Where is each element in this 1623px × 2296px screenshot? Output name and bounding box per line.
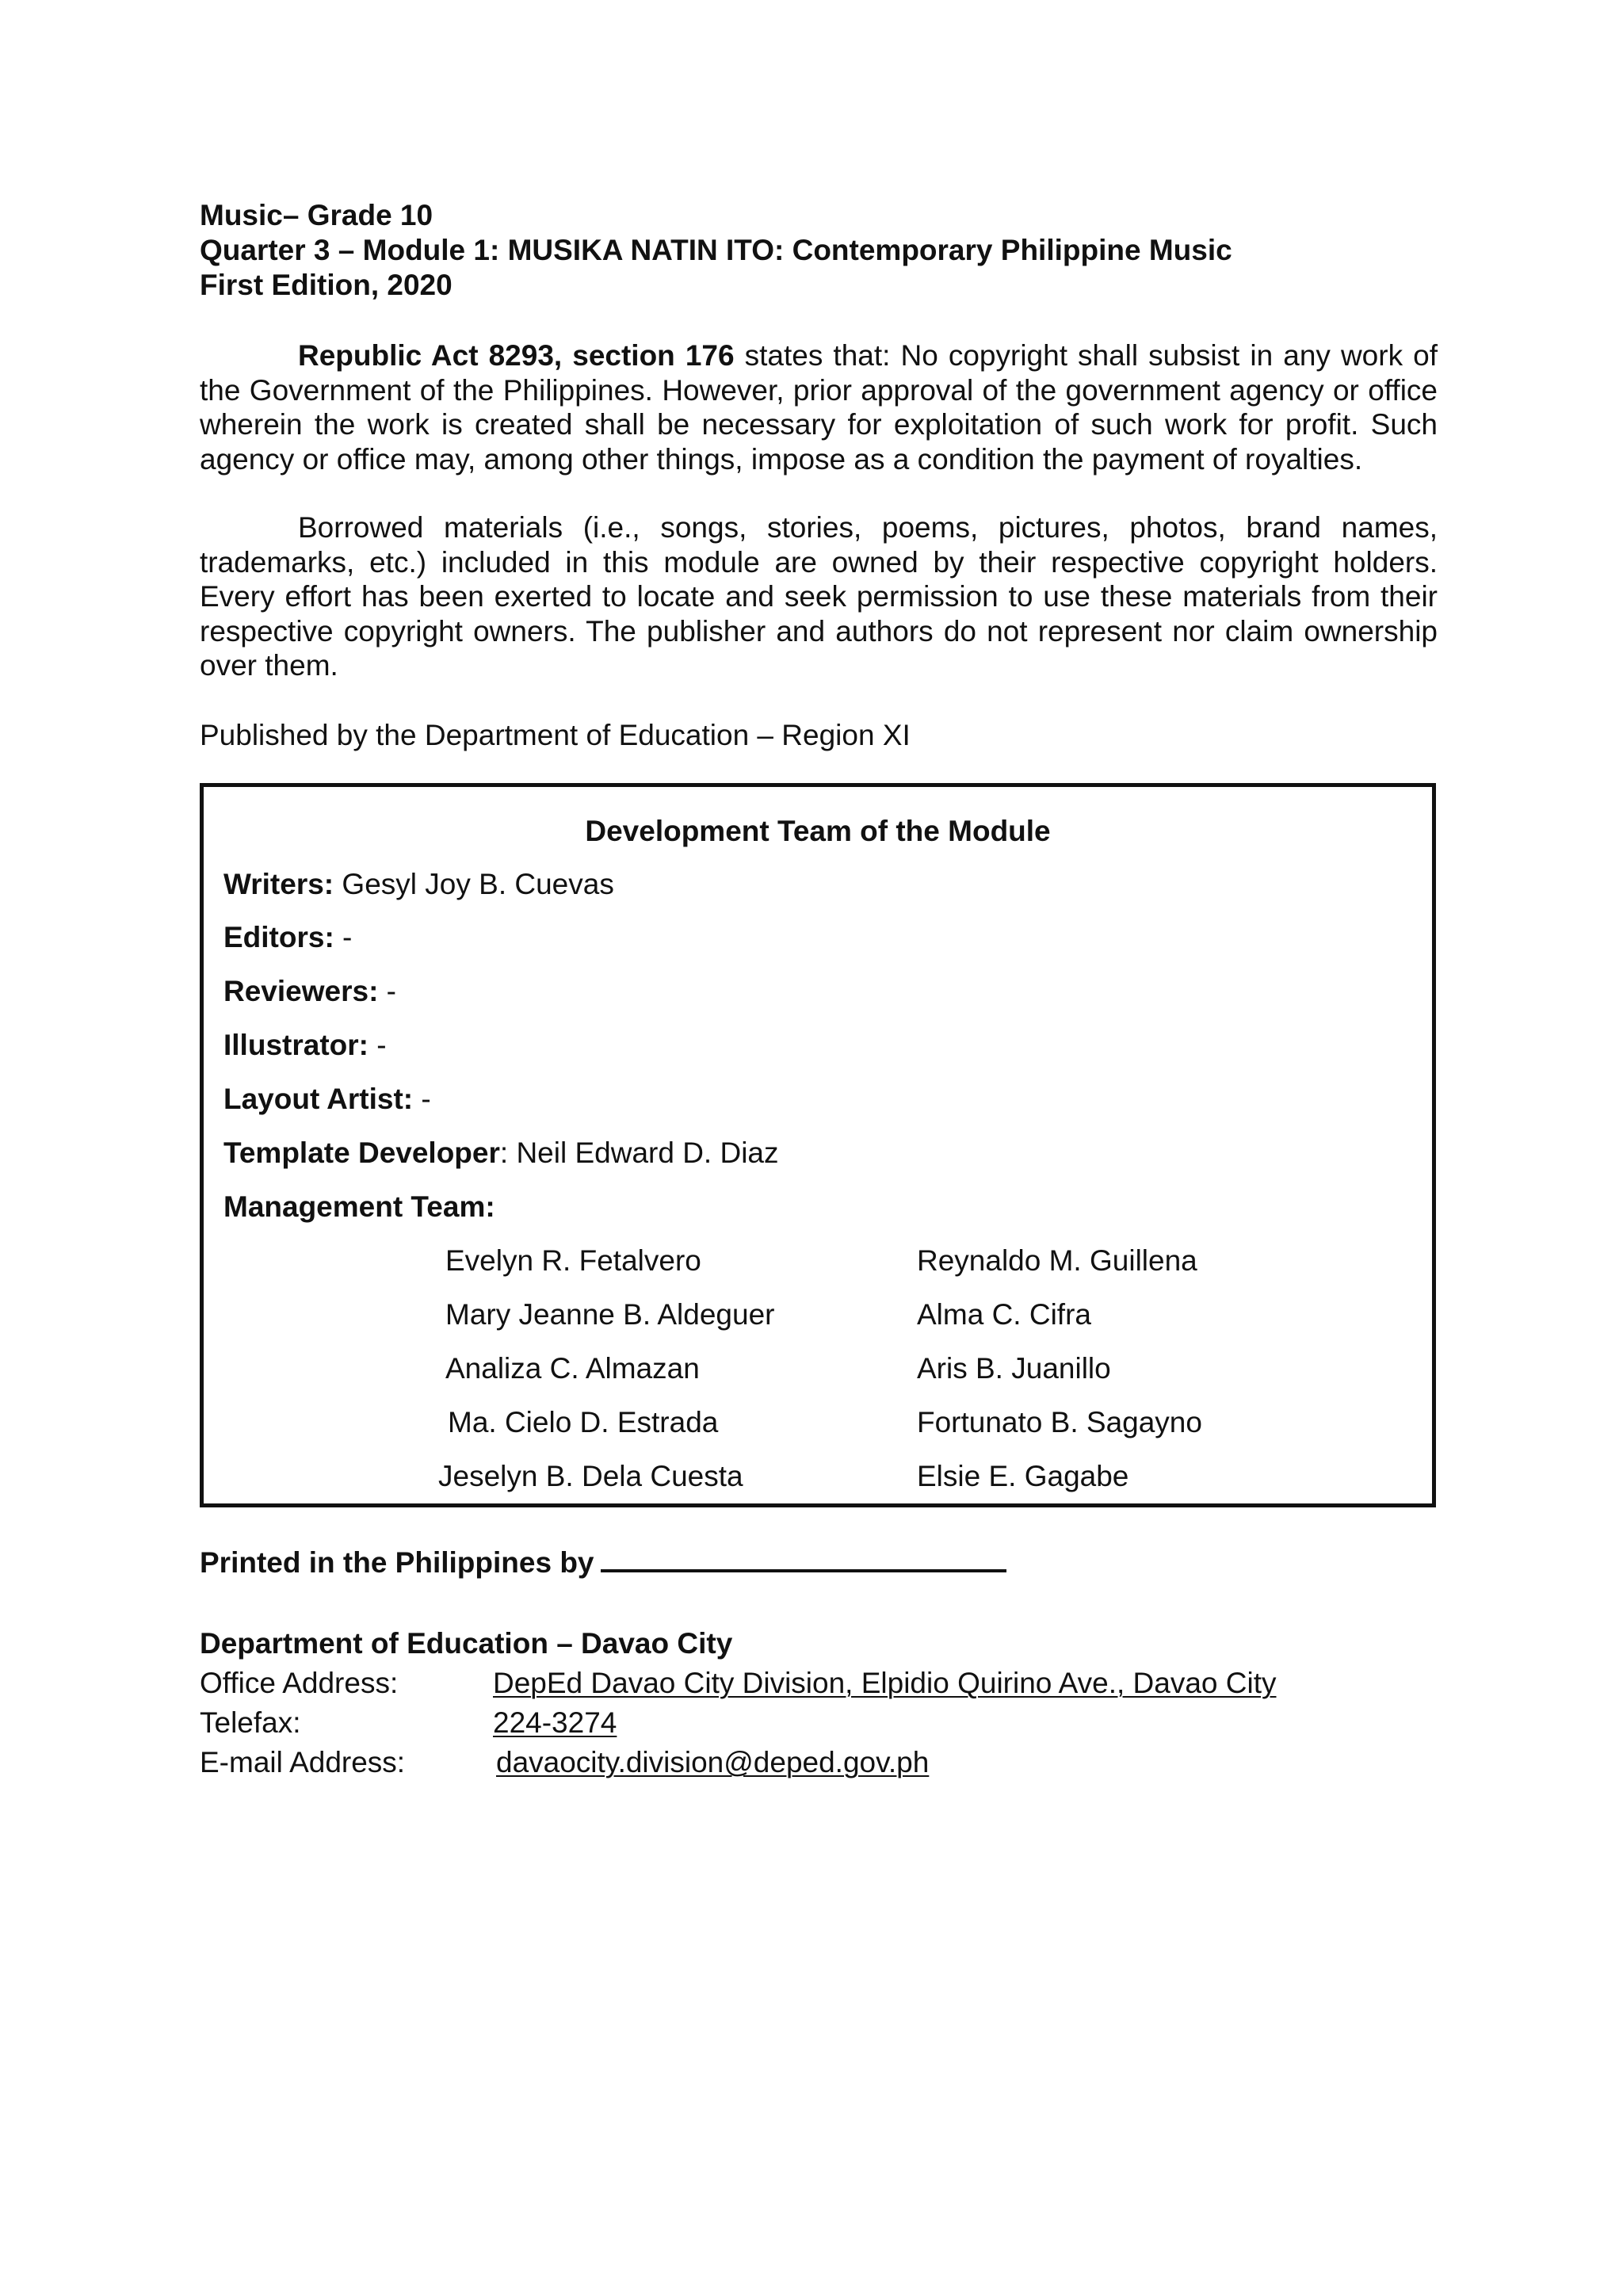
management-member: Aris B. Juanillo — [917, 1352, 1111, 1385]
management-member: Mary Jeanne B. Aldeguer — [445, 1298, 775, 1331]
publisher-line: Published by the Department of Education – Region XI — [200, 719, 911, 751]
template-developer-label: Template Developer — [223, 1137, 500, 1169]
editors-value: - — [334, 921, 353, 953]
editors-row — [223, 920, 352, 955]
management-team-label: Management Team: — [223, 1190, 495, 1223]
template-developer-value: : Neil Edward D. Diaz — [499, 1137, 779, 1169]
reviewers-value: - — [378, 975, 396, 1007]
management-member: Alma C. Cifra — [917, 1298, 1091, 1331]
office-address-value: DepEd Davao City Division, Elpidio Quirino Ave., Davao City — [493, 1667, 1277, 1699]
office-address-label: Office Address: — [200, 1667, 399, 1699]
reviewers-label: Reviewers: — [223, 975, 379, 1007]
deped-office-name: Department of Education – Davao City — [200, 1627, 733, 1660]
module-title: Quarter 3 – Module 1: MUSIKA NATIN ITO: Contemporary Philippine Music — [200, 234, 1232, 266]
layout-artist-value: - — [413, 1083, 431, 1115]
development-team-box — [200, 783, 1436, 1507]
printed-by-line — [200, 1545, 1006, 1580]
reviewers-row — [223, 974, 396, 1009]
illustrator-value: - — [368, 1029, 387, 1061]
email-label: E-mail Address: — [200, 1746, 406, 1778]
law-text: states that: No copyright shall subsist in any work of the Government of the Philippines. However, prior approval of the government agency or office wherein the work is created shall be necessary for exploitation of such work for profit. Such agency or office may, among other things, impose as a condition the payment of royalties. — [200, 339, 1438, 476]
layout-artist-row — [223, 1082, 431, 1117]
management-member: Fortunato B. Sagayno — [917, 1406, 1202, 1438]
template-developer-row — [223, 1136, 779, 1171]
management-team-row — [223, 1190, 495, 1224]
management-member: Jeselyn B. Dela Cuesta — [438, 1460, 743, 1492]
copyright-notice — [200, 338, 1438, 476]
law-reference: Republic Act 8293, section 176 — [298, 339, 735, 372]
subject-grade: Music– Grade 10 — [200, 199, 433, 231]
edition: First Edition, 2020 — [200, 269, 453, 301]
management-member: Analiza C. Almazan — [445, 1352, 700, 1385]
telefax-label: Telefax: — [200, 1706, 301, 1739]
printed-by-label: Printed in the Philippines by — [200, 1546, 594, 1579]
telefax-value: 224-3274 — [493, 1706, 617, 1739]
illustrator-row — [223, 1028, 387, 1063]
module-header — [200, 198, 1436, 303]
telefax-row — [200, 1706, 617, 1740]
illustrator-label: Illustrator: — [223, 1029, 369, 1061]
management-member: Elsie E. Gagabe — [917, 1460, 1129, 1492]
development-team-title: Development Team of the Module — [585, 815, 1051, 847]
printer-blank-line — [601, 1545, 1006, 1572]
writers-label: Writers: — [223, 868, 334, 900]
borrowed-materials-notice: Borrowed materials (i.e., songs, stories, poems, pictures, photos, brand names, trademarks, etc.) included in this module are owned by their respective copyright holders. Every effort has been exerted to locate and seek permission to use these materials from their respective copyright owners. The publisher and authors do not represent nor claim ownership over them. — [200, 511, 1438, 682]
editors-label: Editors: — [223, 921, 334, 953]
layout-artist-label: Layout Artist: — [223, 1083, 414, 1115]
office-address-row — [200, 1666, 1277, 1701]
management-member: Evelyn R. Fetalvero — [445, 1244, 701, 1277]
management-member: Ma. Cielo D. Estrada — [448, 1406, 719, 1438]
management-member: Reynaldo M. Guillena — [917, 1244, 1197, 1277]
writers-value: Gesyl Joy B. Cuevas — [334, 868, 614, 900]
email-row — [200, 1745, 929, 1780]
writers-row — [223, 867, 614, 902]
email-link[interactable]: davaocity.division@deped.gov.ph — [496, 1746, 930, 1778]
